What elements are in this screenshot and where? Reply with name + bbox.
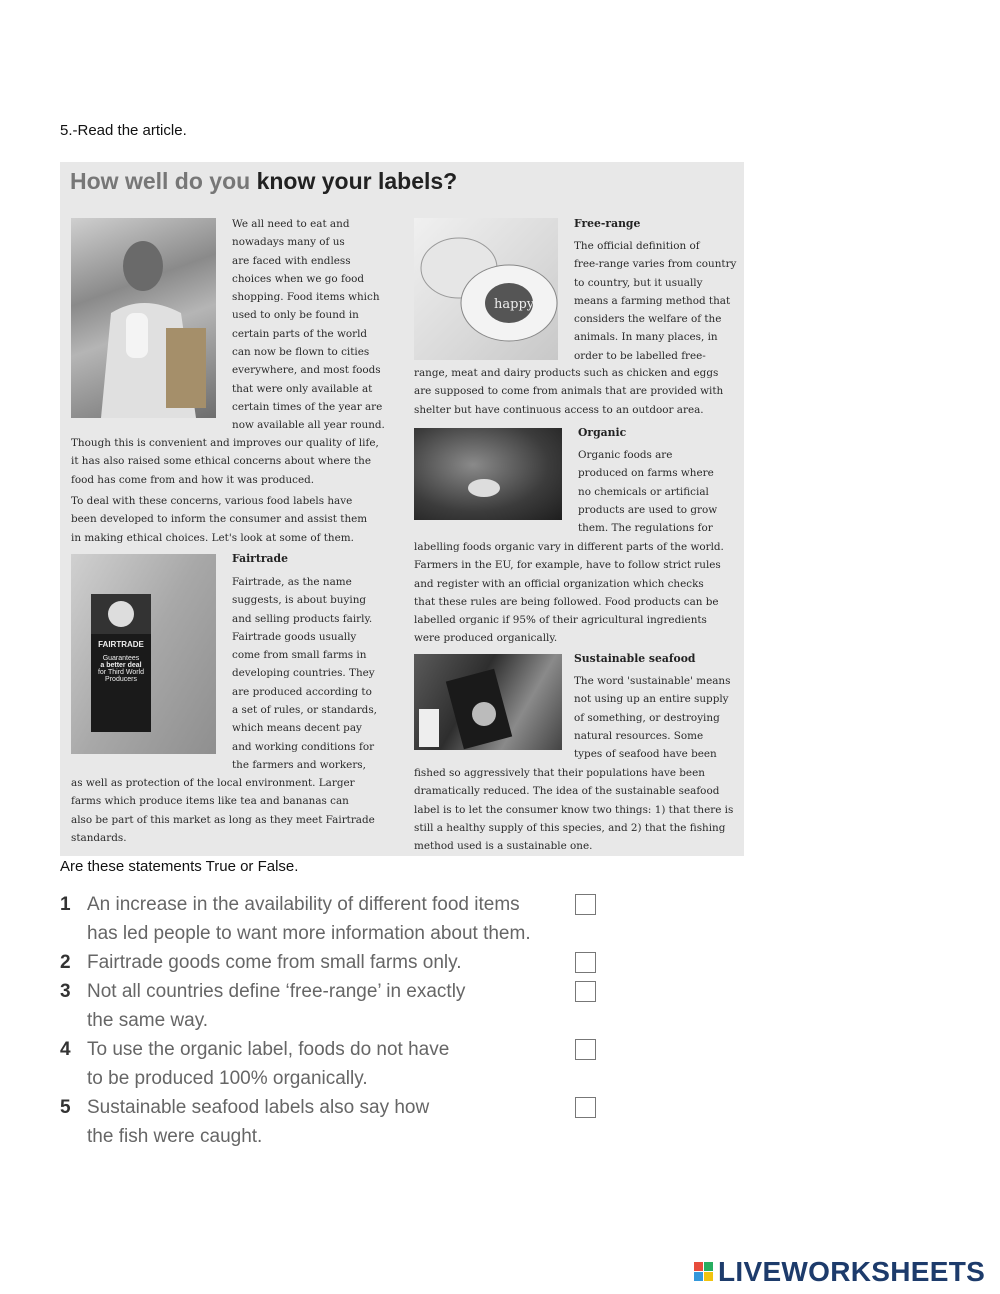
statement-line: the fish were caught. <box>87 1126 263 1147</box>
text-line: now available all year round. <box>232 419 385 432</box>
text-line: were produced organically. <box>414 632 558 645</box>
badge-text: Guarantees <box>102 655 140 662</box>
badge-text: FAIRTRADE <box>98 640 144 649</box>
text-line: shelter but have continuous access to an outdoor area. <box>414 403 704 416</box>
statement-text <box>87 890 577 948</box>
text-line: To deal with these concerns, various food labels have <box>71 495 353 507</box>
text-line: Though this is convenient and improves our quality of life, <box>71 437 379 449</box>
text-line: label is to let the consumer know two things: 1) that there is <box>414 803 734 816</box>
apple-photo <box>414 428 562 520</box>
text-line: range, meat and dairy products such as chicken and eggs <box>414 367 719 379</box>
badge-text: for Third World <box>97 669 145 676</box>
text-line: animals. In many places, in <box>574 331 718 344</box>
answer-checkbox[interactable] <box>575 952 596 973</box>
intro-paragraph-cont <box>71 434 406 489</box>
text-line: that these rules are being followed. Food products can be <box>414 595 719 608</box>
text-line: nowadays many of us <box>232 236 345 249</box>
text-line: them. The regulations for <box>578 522 713 535</box>
text-line: Fairtrade goods usually <box>232 630 357 643</box>
text-line: The official definition of <box>574 240 700 252</box>
statement-number: 1 <box>60 894 71 915</box>
text-line: We all need to eat and <box>232 218 350 230</box>
text-line: means a farming method that <box>574 294 731 307</box>
fairtrade-heading: Fairtrade <box>232 552 288 565</box>
answer-checkbox[interactable] <box>575 1097 596 1118</box>
statement-text <box>87 977 577 1035</box>
text-line: farms which produce items like tea and bananas can <box>71 795 349 808</box>
instruction-read: 5.-Read the article. <box>60 122 187 139</box>
text-line: developing countries. They <box>232 667 375 680</box>
statement-text <box>87 948 577 977</box>
text-line: also be part of this market as long as they meet Fairtrade <box>71 813 375 826</box>
text-line: as well as protection of the local environment. Larger <box>71 777 355 789</box>
text-line: everywhere, and most foods <box>232 364 381 377</box>
organic-paragraph-cont <box>414 538 744 648</box>
badge-text: a better deal <box>100 662 142 669</box>
text-line: fished so aggressively that their populations have been <box>414 767 705 779</box>
text-line: food has come from and how it was produced. <box>71 473 315 486</box>
text-line: natural resources. Some <box>574 729 704 742</box>
text-line: choices when we go food <box>232 272 364 285</box>
text-line: certain parts of the world <box>232 327 368 340</box>
fairtrade-paragraph-cont <box>71 774 406 847</box>
text-line: the farmers and workers, <box>232 758 366 771</box>
intro-paragraph-2 <box>71 492 406 547</box>
intro-paragraph <box>232 215 402 435</box>
text-line: to country, but it usually <box>574 276 703 289</box>
freerange-paragraph-cont <box>414 364 744 419</box>
statement-line: has led people to want more information about them. <box>87 923 531 944</box>
seafood-paragraph-cont <box>414 764 744 855</box>
text-line: labelling foods organic vary in different parts of the world. <box>414 541 724 553</box>
text-line: labelled organic if 95% of their agricultural ingredients <box>414 614 707 627</box>
text-line: shopping. Food items which <box>232 291 380 304</box>
text-line: no chemicals or artificial <box>578 485 709 498</box>
text-line: are produced according to <box>232 685 372 698</box>
text-line: a set of rules, or standards, <box>232 704 377 717</box>
answer-checkbox[interactable] <box>575 894 596 915</box>
freerange-paragraph <box>574 237 742 365</box>
text-line: produced on farms where <box>578 467 714 480</box>
statement-line: to be produced 100% organically. <box>87 1068 368 1089</box>
text-line: Fairtrade, as the name <box>232 576 352 588</box>
organic-paragraph <box>578 446 742 537</box>
seafood-paragraph <box>574 672 742 763</box>
text-line: in making ethical choices. Let's look at some of them. <box>71 531 354 544</box>
liveworksheets-logo-icon <box>694 1262 714 1282</box>
fairtrade-badge <box>91 594 151 732</box>
text-line: are supposed to come from animals that are provided with <box>414 385 724 398</box>
text-line: and working conditions for <box>232 740 375 753</box>
statement-line: To use the organic label, foods do not have <box>87 1039 450 1060</box>
answer-checkbox[interactable] <box>575 981 596 1002</box>
text-line: been developed to inform the consumer and assist them <box>71 513 368 526</box>
text-line: which means decent pay <box>232 722 362 735</box>
statement-line: the same way. <box>87 1010 209 1031</box>
organic-heading: Organic <box>578 426 627 439</box>
fairtrade-photo <box>71 554 216 754</box>
text-line: are faced with endless <box>232 254 351 267</box>
text-line: dramatically reduced. The idea of the sustainable seafood <box>414 785 720 798</box>
statement-text <box>87 1093 577 1151</box>
text-line: order to be labelled free- <box>574 349 706 362</box>
text-line: suggests, is about buying <box>232 594 367 607</box>
text-line: standards. <box>71 831 127 844</box>
text-line: method used is a sustainable one. <box>414 840 593 853</box>
statement-line: Sustainable seafood labels also say how <box>87 1097 430 1118</box>
text-line: and selling products fairly. <box>232 612 373 625</box>
liveworksheets-logo: LIVEWORKSHEETS <box>718 1256 986 1287</box>
text-line: of something, or destroying <box>574 711 720 724</box>
text-line: free-range varies from country <box>574 258 737 271</box>
egg-carton-photo <box>414 218 558 360</box>
text-line: considers the welfare of the <box>574 313 722 326</box>
text-line: used to only be found in <box>232 309 359 322</box>
freerange-heading: Free-range <box>574 217 641 230</box>
text-line: still a healthy supply of this species, and 2) that the fishing <box>414 821 726 834</box>
title-bold: know your labels? <box>256 168 458 194</box>
article-panel <box>60 162 744 856</box>
text-line: Farmers in the EU, for example, have to follow strict rules <box>414 559 721 572</box>
svg-text:happy: happy <box>494 297 535 312</box>
text-line: come from small farms in <box>232 649 367 662</box>
statement-number: 2 <box>60 952 71 973</box>
answer-checkbox[interactable] <box>575 1039 596 1060</box>
seafood-heading: Sustainable seafood <box>574 652 696 665</box>
text-line: certain times of the year are <box>232 400 383 413</box>
fairtrade-paragraph <box>232 573 407 774</box>
shopper-photo <box>71 218 216 418</box>
article-title <box>70 168 457 195</box>
instruction-true-false: Are these statements True or False. <box>60 858 299 875</box>
statement-number: 5 <box>60 1097 71 1118</box>
statement-number: 4 <box>60 1039 71 1060</box>
statement-number: 3 <box>60 981 71 1002</box>
text-line: products are used to grow <box>578 503 718 516</box>
badge-text: Producers <box>105 676 137 683</box>
title-light: How well do you <box>70 168 257 194</box>
fairtrade-logo-icon <box>91 594 151 634</box>
statement-text <box>87 1035 577 1093</box>
text-line: The word 'sustainable' means <box>574 675 731 687</box>
statement-line: An increase in the availability of different food items <box>87 894 520 915</box>
text-line: not using up an entire supply <box>574 693 729 706</box>
text-line: can now be flown to cities <box>232 346 370 359</box>
statement-line: Not all countries define ‘free-range’ in exactly <box>87 981 466 1002</box>
seafood-package-photo <box>414 654 562 750</box>
text-line: that were only available at <box>232 382 373 395</box>
text-line: Organic foods are <box>578 449 673 461</box>
text-line: it has also raised some ethical concerns about where the <box>71 455 371 468</box>
statement-line: Fairtrade goods come from small farms only. <box>87 952 462 973</box>
text-line: and register with an official organization which checks <box>414 577 704 590</box>
text-line: types of seafood have been <box>574 748 717 761</box>
